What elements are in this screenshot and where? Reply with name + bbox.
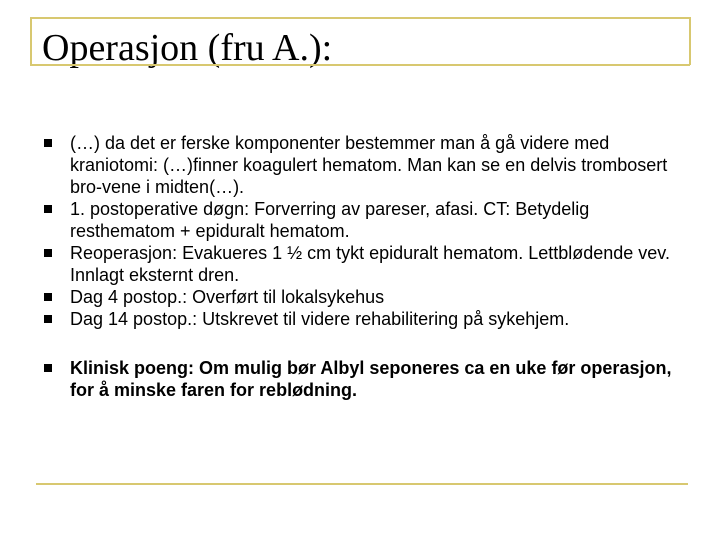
bullet-list bbox=[44, 132, 674, 401]
bullet-item-clinical-point bbox=[44, 357, 674, 401]
bullet-item-craniotomy bbox=[44, 132, 674, 198]
bullet-item-day4 bbox=[44, 286, 674, 308]
bullet-item-postop-day1 bbox=[44, 198, 674, 242]
title-underline-rule bbox=[30, 64, 690, 66]
bullet-item-day14 bbox=[44, 308, 674, 330]
bullet-text: 1. postoperative døgn: Forverring av pareser, afasi. CT: Betydelig resthematom + epiduralt hematom. bbox=[70, 199, 590, 241]
slide-title: Operasjon (fru A.): bbox=[42, 27, 333, 69]
bullet-text: Dag 4 postop.: Overført til lokalsykehus bbox=[70, 287, 385, 307]
square-bullet-icon bbox=[44, 139, 52, 147]
square-bullet-icon bbox=[44, 249, 52, 257]
bullet-text: Klinisk poeng: Om mulig bør Albyl seponeres ca en uke før operasjon, for å minske faren for reblødning. bbox=[70, 358, 672, 400]
bullet-text: Reoperasjon: Evakueres 1 ½ cm tykt epiduralt hematom. Lettblødende vev. Innlagt eksternt dren. bbox=[70, 243, 670, 285]
square-bullet-icon bbox=[44, 364, 52, 372]
bullet-text: Dag 14 postop.: Utskrevet til videre rehabilitering på sykehjem. bbox=[70, 309, 570, 329]
bottom-rule bbox=[36, 483, 688, 485]
bullet-item-reoperation bbox=[44, 242, 674, 286]
frame-left-border bbox=[30, 17, 32, 65]
bullet-text: (…) da det er ferske komponenter bestemmer man å gå videre med kraniotomi: (…)finner koagulert hematom. Man kan se en delvis trombosert bro-vene i midten(…). bbox=[70, 133, 668, 197]
frame-top-border bbox=[30, 17, 690, 19]
frame-right-border bbox=[689, 17, 691, 65]
square-bullet-icon bbox=[44, 315, 52, 323]
square-bullet-icon bbox=[44, 293, 52, 301]
square-bullet-icon bbox=[44, 205, 52, 213]
